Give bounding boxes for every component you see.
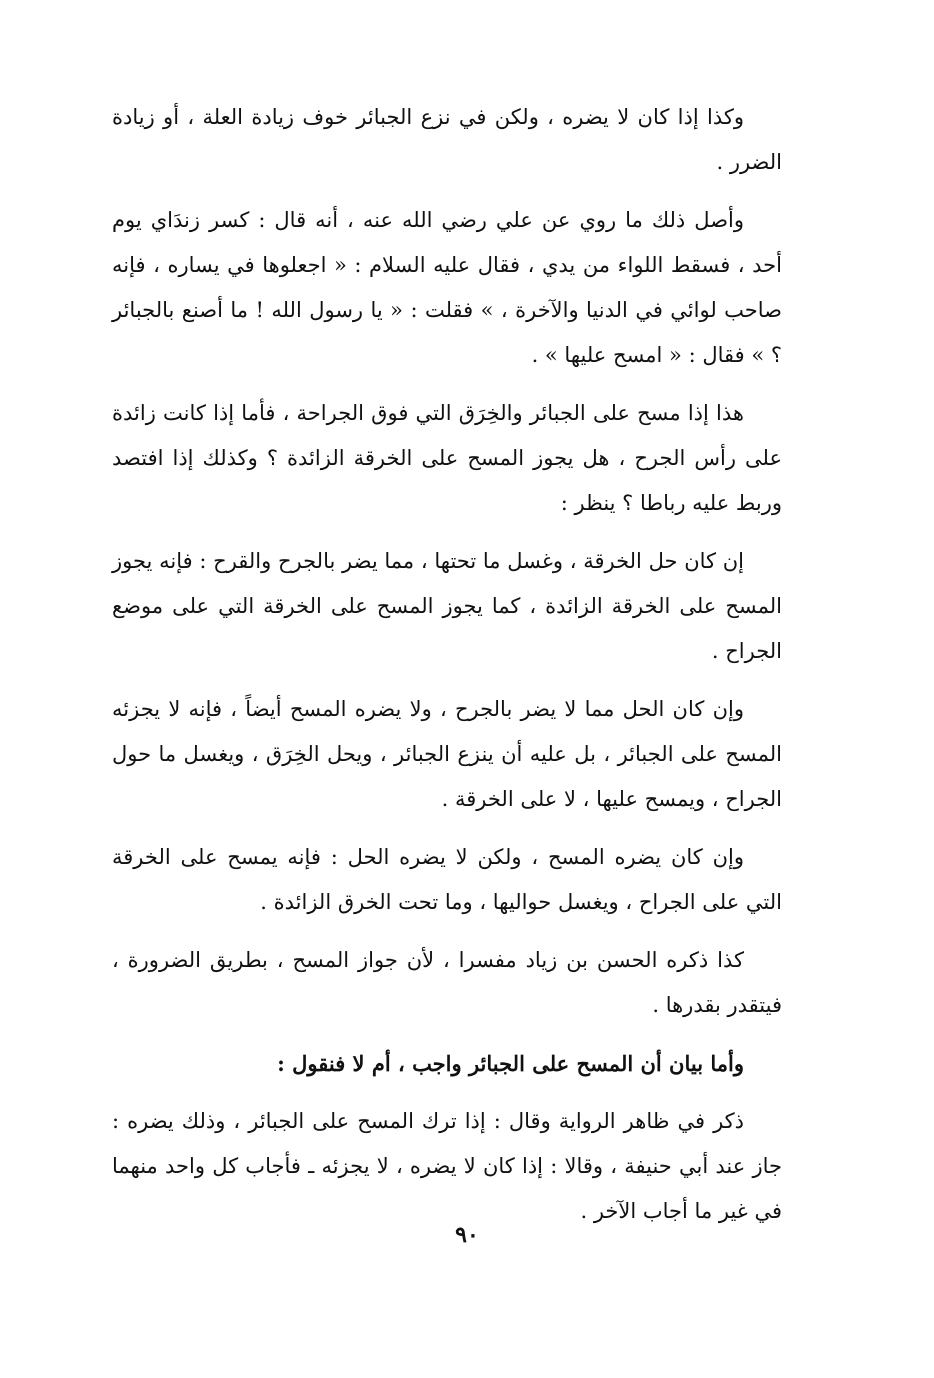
body-text — [112, 95, 782, 1247]
paragraph-6: وإن كان يضره المسح ، ولكن لا يضره الحل : فإنه يمسح على الخرقة التي على الجراح ، ويغسل حواليها ، وما تحت الخرق الزائدة . — [112, 845, 782, 914]
paragraph-5: وإن كان الحل مما لا يضر بالجرح ، ولا يضره المسح أيضاً ، فإنه لا يجزئه المسح على الجبائر ، بل عليه أن ينزع الجبائر ، ويحل الخِرَق ، ويغسل ما حول الجراح ، ويمسح عليها ، لا على الخرقة . — [112, 697, 782, 811]
paragraph-3: هذا إذا مسح على الجبائر والخِرَق التي فوق الجراحة ، فأما إذا كانت زائدة على رأس الجرح ، هل يجوز المسح على الخرقة الزائدة ؟ وكذلك إذا افتصد وربط عليه رباطا ؟ ينظر : — [112, 401, 782, 515]
paragraph-2: وأصل ذلك ما روي عن علي رضي الله عنه ، أنه قال : كسر زندَاي يوم أحد ، فسقط اللواء من يدي ، فقال عليه السلام : « اجعلوها في يساره ، فإنه صاحب لوائي في الدنيا والآخرة ، » فقلت : « يا رسول الله ! ما أصنع بالجبائر ؟ » فقال : « امسح عليها » . — [112, 208, 782, 367]
paragraph-7: كذا ذكره الحسن بن زياد مفسرا ، لأن جواز المسح ، بطريق الضرورة ، فيتقدر بقدرها . — [112, 948, 782, 1017]
paragraph-1: وكذا إذا كان لا يضره ، ولكن في نزع الجبائر خوف زيادة العلة ، أو زيادة الضرر . — [112, 105, 782, 174]
paragraph-8: ذكر في ظاهر الرواية وقال : إذا ترك المسح على الجبائر ، وذلك يضره : جاز عند أبي حنيفة ، وقالا : إذا كان لا يضره ، لا يجزئه ـ فأجاب كل واحد منهما في غير ما أجاب الآخر . — [112, 1109, 782, 1223]
page-number: ٩٠ — [455, 1222, 479, 1248]
paragraph-4: إن كان حل الخرقة ، وغسل ما تحتها ، مما يضر بالجرح والقرح : فإنه يجوز المسح على الخرقة الزائدة ، كما يجوز المسح على الخرقة التي على موضع الجراح . — [112, 549, 782, 663]
section-heading: وأما بيان أن المسح على الجبائر واجب ، أم لا فنقول : — [277, 1051, 744, 1076]
